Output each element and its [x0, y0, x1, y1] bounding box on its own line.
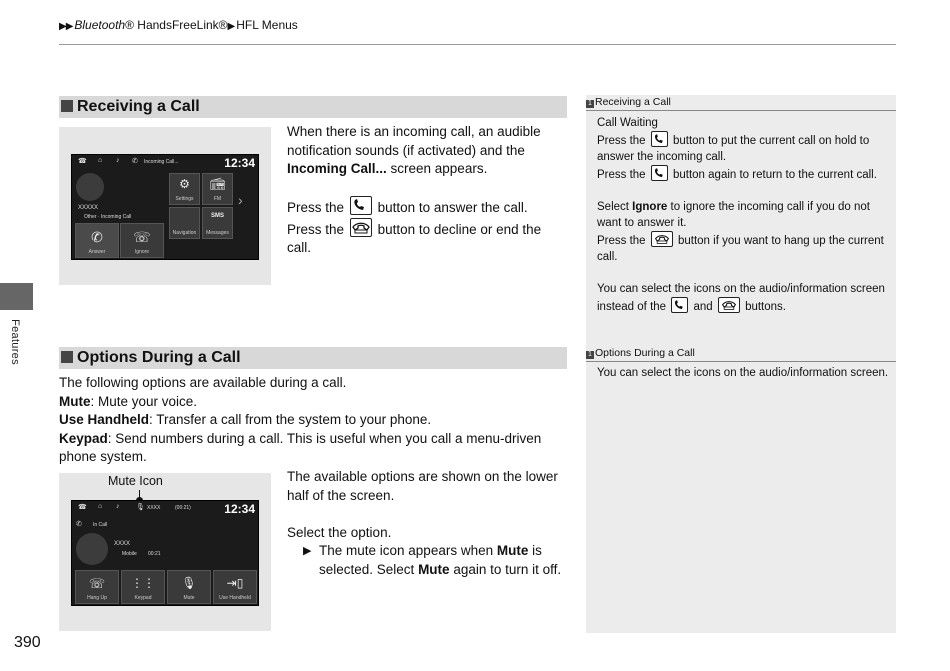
incoming-call-screenshot [59, 127, 271, 285]
icons-note: You can select the icons on the audio/information screen instead of the and buttons. [597, 283, 885, 313]
option-mute: Mute: Mute your voice. [59, 393, 198, 409]
pick-up-button-icon [651, 165, 668, 181]
hang-up-button[interactable]: ☏ Hang Up [75, 570, 119, 604]
breadcrumb-arrow-icon: ▶▶ [59, 21, 73, 32]
mute-button[interactable]: 🎙︎ Mute [167, 570, 211, 604]
mute-status-icon: 🎙︎ [136, 504, 145, 511]
chevron-right-icon: › [238, 192, 243, 208]
home-icon: ⌂ [98, 157, 103, 164]
transfer-icon: ⇥▯ [226, 576, 244, 590]
header-divider [59, 44, 896, 45]
option-keypad: Keypad: Send numbers during a call. This is useful when you call a menu-driven phone system. [59, 430, 542, 464]
page-number: 390 [14, 634, 41, 651]
sms-icon: SMS [210, 213, 224, 219]
pick-up-button-icon [651, 131, 668, 147]
hang-up-icon: ☏ [88, 576, 106, 591]
breadcrumb-part1: Bluetooth [74, 18, 126, 32]
screen-header: Incoming Call... [144, 159, 179, 165]
notes-panel [586, 95, 896, 633]
receiving-title: Receiving a Call [77, 98, 200, 115]
screen-clock: 12:34 [224, 502, 255, 516]
microphone-icon: 🎙︎ [181, 576, 197, 590]
result-arrow-icon: ▶ [303, 545, 312, 557]
audio-icon: ♪ [116, 157, 120, 164]
caller-avatar [76, 173, 104, 201]
receiving-note-body [597, 115, 889, 315]
screen-clock: 12:34 [224, 156, 255, 170]
ignore-note: Select Ignore to ignore the incoming call if you do not want to answer it. [597, 201, 870, 229]
call-icon: ✆ [76, 521, 82, 528]
hang-up-button-icon [651, 231, 673, 247]
keypad-button[interactable]: ⋮⋮ Keypad [121, 570, 165, 604]
hang-up-button-icon [718, 297, 740, 313]
options-steps [287, 468, 569, 579]
options-intro: The following options are available during a call. [59, 375, 347, 390]
caller-top: XXXX [147, 505, 161, 511]
options-section-header [59, 347, 567, 369]
receiving-intro: When there is an incoming call, an audible notification sounds (if activated) and the Incoming Call... screen appears. [287, 124, 541, 176]
note-icon: 1 [586, 100, 594, 108]
hang-up-note: Press the button if you want to hang up the current call. [597, 231, 889, 265]
home-icon: ⌂ [98, 503, 103, 510]
settings-tile[interactable]: ⚙ Settings [169, 173, 200, 205]
caller-name: XXXX [114, 541, 131, 547]
mobile-time: 00:21 [148, 551, 161, 557]
call-waiting-hold: Press the button to put the current call on hold to answer the incoming call. [597, 131, 889, 165]
caller-avatar [76, 533, 108, 565]
use-handheld-button[interactable]: ⇥▯ Use Handheld [213, 570, 257, 604]
navigation-tile[interactable]: Navigation [169, 207, 200, 239]
gear-icon: ⚙ [179, 177, 190, 191]
call-waiting-title: Call Waiting [597, 117, 658, 129]
incoming-call-screen [71, 154, 259, 260]
messages-tile[interactable]: SMS Messages [202, 207, 233, 239]
status-bar [72, 155, 258, 170]
ignore-button[interactable]: ☏ Ignore [120, 223, 164, 258]
in-call-screen [71, 500, 259, 606]
pick-up-button-icon [671, 297, 688, 313]
hang-up-button-icon [350, 218, 372, 237]
options-note-body: You can select the icons on the audio/information screen. [597, 367, 889, 379]
call-icon: ✆ [132, 158, 138, 165]
chapter-tab [0, 283, 33, 310]
receiving-note-header: 1 Receiving a Call [586, 95, 896, 111]
breadcrumb-part1-suffix: ® HandsFreeLink® [125, 18, 228, 32]
status-bar [72, 501, 258, 516]
breadcrumb [59, 18, 298, 32]
call-waiting-return: Press the button again to return to the current call. [597, 165, 889, 183]
phone-icon: ☎ [78, 158, 87, 165]
caller-name: XXXXX [78, 205, 99, 211]
note-icon: 1 [586, 351, 594, 359]
call-duration: (00:21) [175, 505, 191, 511]
options-shown-text: The available options are shown on the lower half of the screen. [287, 469, 558, 503]
fm-tile[interactable]: 📻︎ FM [202, 173, 233, 205]
hang-up-icon: ☏ [133, 229, 151, 245]
options-description [59, 374, 567, 467]
phone-icon: ☎ [78, 504, 87, 511]
receiving-answer-text: Press the button to answer the call. Press the button to decline or end the call. [287, 196, 567, 258]
options-title: Options During a Call [77, 349, 241, 366]
breadcrumb-part2: HFL Menus [236, 18, 298, 32]
in-call-screenshot [59, 473, 271, 631]
radio-icon: 📻︎ [209, 177, 226, 191]
mobile-label: Mobile [122, 551, 137, 557]
chapter-label: Features [8, 319, 21, 365]
options-select-text: Select the option. [287, 524, 392, 540]
section-square-icon [61, 100, 73, 112]
keypad-icon: ⋮⋮ [131, 576, 155, 590]
option-use-handheld: Use Handheld: Transfer a call from the system to your phone. [59, 412, 432, 427]
mute-icon-callout: Mute Icon [108, 474, 163, 488]
answer-phone-icon: ✆ [91, 229, 103, 245]
options-result-text: ▶ The mute icon appears when Mute is selected. Select Mute again to turn it off. [303, 543, 562, 577]
options-note-header: 1 Options During a Call [586, 346, 896, 362]
pick-up-button-icon [350, 196, 372, 215]
section-square-icon [61, 351, 73, 363]
breadcrumb-arrow-icon: ▶ [227, 21, 235, 32]
audio-icon: ♪ [116, 503, 120, 510]
caller-sub: Other · Incoming Call [84, 214, 132, 220]
in-call-label: In Call [93, 522, 108, 528]
answer-button[interactable]: ✆ Answer [75, 223, 119, 258]
receiving-section-header [59, 96, 567, 118]
